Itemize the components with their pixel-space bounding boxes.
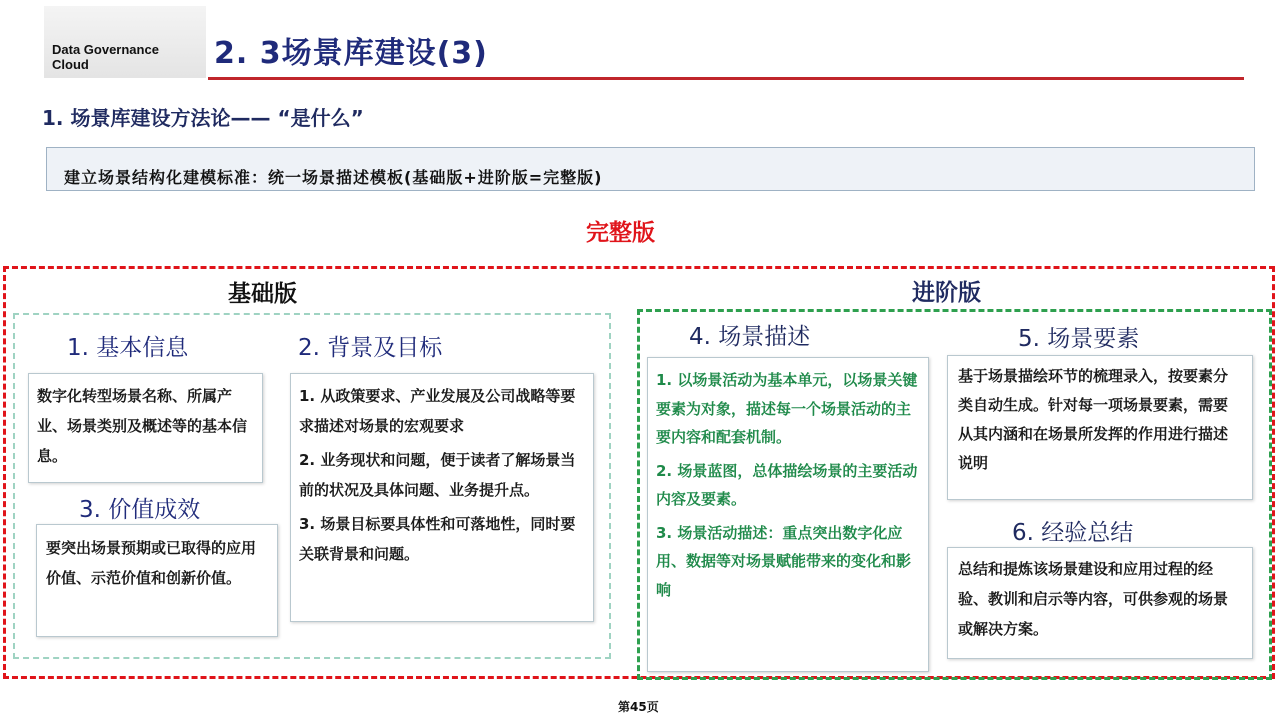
background-goals-title: 2. 背景及目标: [298, 335, 443, 361]
experience-summary-text: 总结和提炼该场景建设和应用过程的经验、教训和启示等内容，可供参观的场景或解决方案。: [958, 560, 1229, 638]
title-divider: [208, 77, 1244, 80]
scene-description-item-1: 1. 以场景活动为基本单元，以场景关键要素为对象，描述每一个场景活动的主要内容和配套机制。: [656, 371, 918, 446]
logo-line-1: Data Governance: [52, 42, 159, 57]
scene-description-item-2: 2. 场景蓝图，总体描绘场景的主要活动内容及要素。: [656, 461, 918, 508]
scene-description-card: [647, 357, 929, 672]
page-number: 第45页: [618, 700, 659, 714]
page-title: 2. 3场景库建设(3): [214, 36, 488, 71]
full-version-label: 完整版: [586, 220, 655, 246]
experience-summary-title: 6. 经验总结: [1012, 520, 1134, 546]
scene-description-list: [648, 358, 928, 604]
logo-line-2: Cloud: [52, 57, 89, 72]
scene-elements-title: 5. 场景要素: [1018, 326, 1140, 352]
section-heading: 1. 场景库建设方法论—— “是什么”: [42, 106, 364, 130]
background-goals-list: [291, 374, 593, 569]
background-goals-item-1: 1. 从政策要求、产业发展及公司战略等要求描述对场景的宏观要求: [299, 387, 576, 435]
scene-description-title: 4. 场景描述: [689, 324, 811, 350]
basic-info-title: 1. 基本信息: [67, 335, 189, 361]
background-goals-item-2: 2. 业务现状和问题，便于读者了解场景当前的状况及具体问题、业务提升点。: [299, 451, 576, 499]
experience-summary-card: [947, 547, 1253, 659]
basic-version-label: 基础版: [228, 281, 297, 307]
value-effect-text: 要突出场景预期或已取得的应用价值、示范价值和创新价值。: [46, 539, 257, 587]
basic-info-text: 数字化转型场景名称、所属产业、场景类别及概述等的基本信息。: [37, 387, 248, 465]
scene-elements-card: [947, 355, 1253, 500]
background-goals-card: [290, 373, 594, 622]
logo: [52, 42, 159, 72]
standard-banner-text: 建立场景结构化建模标准：统一场景描述模板(基础版+进阶版=完整版): [64, 168, 603, 187]
scene-elements-text: 基于场景描绘环节的梳理录入，按要素分类自动生成。针对每一项场景要素，需要从其内涵和在场景所发挥的作用进行描述说明: [958, 367, 1229, 472]
scene-description-item-3: 3. 场景活动描述：重点突出数字化应用、数据等对场景赋能带来的变化和影响: [656, 523, 912, 599]
advanced-version-label: 进阶版: [912, 280, 981, 306]
background-goals-item-3: 3. 场景目标要具体性和可落地性，同时要关联背景和问题。: [299, 515, 576, 563]
value-effect-title: 3. 价值成效: [79, 497, 201, 523]
value-effect-card: [36, 524, 278, 637]
basic-info-card: [28, 373, 263, 483]
